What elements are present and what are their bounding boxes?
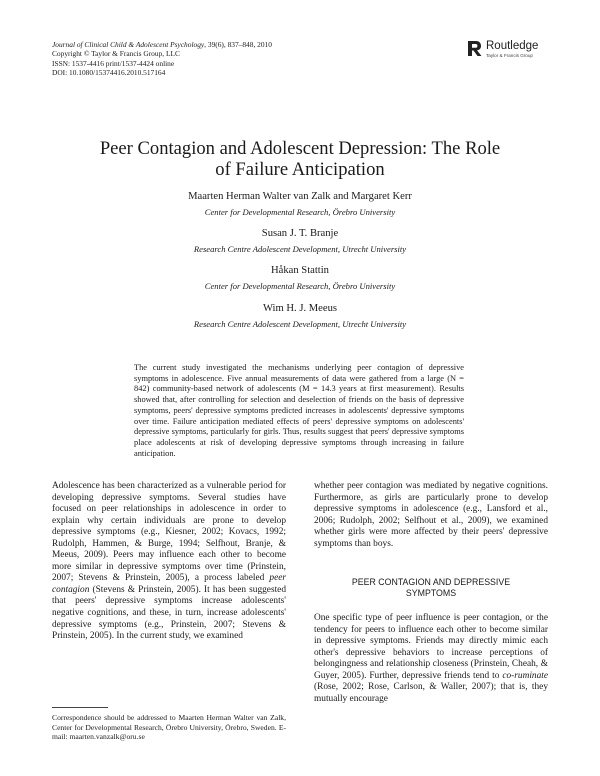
body-emphasis: co-ruminate bbox=[502, 670, 548, 681]
body-emphasis: peer contagion bbox=[52, 573, 286, 595]
author-name: Håkan Stattin bbox=[271, 265, 329, 276]
body-text: One specific type of peer influence is peer contagion, or the tendency for peers to influence each other to become similar in depressive symptoms. Friends may directly mimic each other's depressive behaviors to increase perceptions of belongingness and relationship closeness (Prinstein, Cheah, & Guyer, 2005). Further, depressive friends tend to bbox=[314, 613, 548, 681]
author-affiliation: Center for Developmental Research, Örebro University bbox=[204, 281, 396, 291]
title-line: Peer Contagion and Adolescent Depression: The Role bbox=[99, 138, 501, 159]
body-paragraph bbox=[314, 613, 548, 705]
copyright-line: Copyright © Taylor & Francis Group, LLC bbox=[52, 49, 180, 59]
body-left-column bbox=[52, 481, 286, 643]
body-right-column-continued bbox=[314, 613, 548, 705]
body-right-column bbox=[314, 481, 548, 550]
section-heading-line: SYMPTOMS bbox=[405, 588, 457, 598]
footnote: Correspondence should be addressed to Maarten Herman Walter van Zalk, Center for Developmental Research, Örebro University, Örebro, Sweden. E-mail: maarten.vanzalk@oru.se bbox=[52, 713, 286, 742]
journal-citation bbox=[52, 40, 272, 49]
author-affiliation: Center for Developmental Research, Örebro University bbox=[204, 207, 396, 217]
journal-header bbox=[52, 40, 272, 78]
author-affiliation: Research Centre Adolescent Development, Utrecht University bbox=[193, 319, 407, 329]
publisher-name: Routledge bbox=[486, 40, 539, 52]
section-heading-line: PEER CONTAGION AND DEPRESSIVE bbox=[351, 577, 511, 587]
author-name: Susan J. T. Branje bbox=[261, 228, 339, 239]
body-text: (Rose, 2002; Rose, Carlson, & Waller, 2007); that is, they mutually encourage bbox=[314, 682, 548, 704]
routledge-logo-icon bbox=[467, 40, 483, 57]
body-paragraph bbox=[52, 481, 286, 643]
body-text: (Stevens & Prinstein, 2005). It has been suggested that peers' depressive symptoms increase adolescents' negative cognitions, and these, in turn, increase adolescents' depressive symptoms (e.g., Prinstein, 2007; Stevens & Prinstein, 2005). In the current study, we examined bbox=[52, 584, 286, 642]
section-heading bbox=[314, 577, 548, 599]
journal-volume-pages: , 39(6), 837–848, 2010 bbox=[204, 40, 272, 49]
journal-name: Journal of Clinical Child & Adolescent Psychology bbox=[52, 40, 205, 49]
body-paragraph: whether peer contagion was mediated by negative cognitions. Furthermore, as girls are particularly prone to develop depressive symptoms in adolescence (e.g., Lansford et al., 2006; Rudolph, 2002; Selfhout et al., 2009), we examined whether girls were more affected by their peers' depressive symptoms than boys. bbox=[314, 481, 548, 549]
publisher-logo bbox=[467, 40, 538, 59]
doi-line: DOI: 10.1080/15374416.2010.517164 bbox=[52, 68, 166, 78]
body-text: Adolescence has been characterized as a vulnerable period for developing depressive symptoms. Several studies have focused on peer relationships in adolescence in order to explain why certain individuals are prone to develop depressive symptoms (e.g., Kiesner, 2002; Kovacs, 1992; Rudolph, Hammen, & Burge, 1994; Selfhout, Branje, & Meeus, 2009). Peers may influence each other to become more similar in depressive symptoms over time (Prinstein, 2007; Stevens & Prinstein, 2005), a process labeled bbox=[52, 481, 286, 584]
publisher-tagline: Taylor & Francis Group bbox=[486, 53, 533, 58]
article-title bbox=[50, 138, 550, 180]
author-affiliation: Research Centre Adolescent Development, Utrecht University bbox=[193, 244, 407, 254]
abstract: The current study investigated the mechanisms underlying peer contagion of depressive symptoms in adolescence. Five annual measurements of data were gathered from a large (N = 842) community-based network of adolescents (M = 14.3 years at first measurement). Results showed that, after controlling for selection and deselection of friends on the basis of depressive symptoms, peers' depressive symptoms predicted increases in adolescents' depressive symptoms over time. Failure anticipation mediated effects of peers' depressive symptoms on adolescents' depressive symptoms, particularly for girls. Thus, results suggest that peers' depressive symptoms place adolescents at risk of developing depressive symptoms through increasing in failure anticipation. bbox=[134, 363, 464, 458]
footnote-rule bbox=[52, 707, 108, 708]
author-name: Wim H. J. Meeus bbox=[262, 303, 338, 314]
author-name: Maarten Herman Walter van Zalk and Margaret Kerr bbox=[188, 191, 412, 202]
issn-line: ISSN: 1537-4416 print/1537-4424 online bbox=[52, 58, 175, 68]
title-line: of Failure Anticipation bbox=[215, 159, 385, 180]
